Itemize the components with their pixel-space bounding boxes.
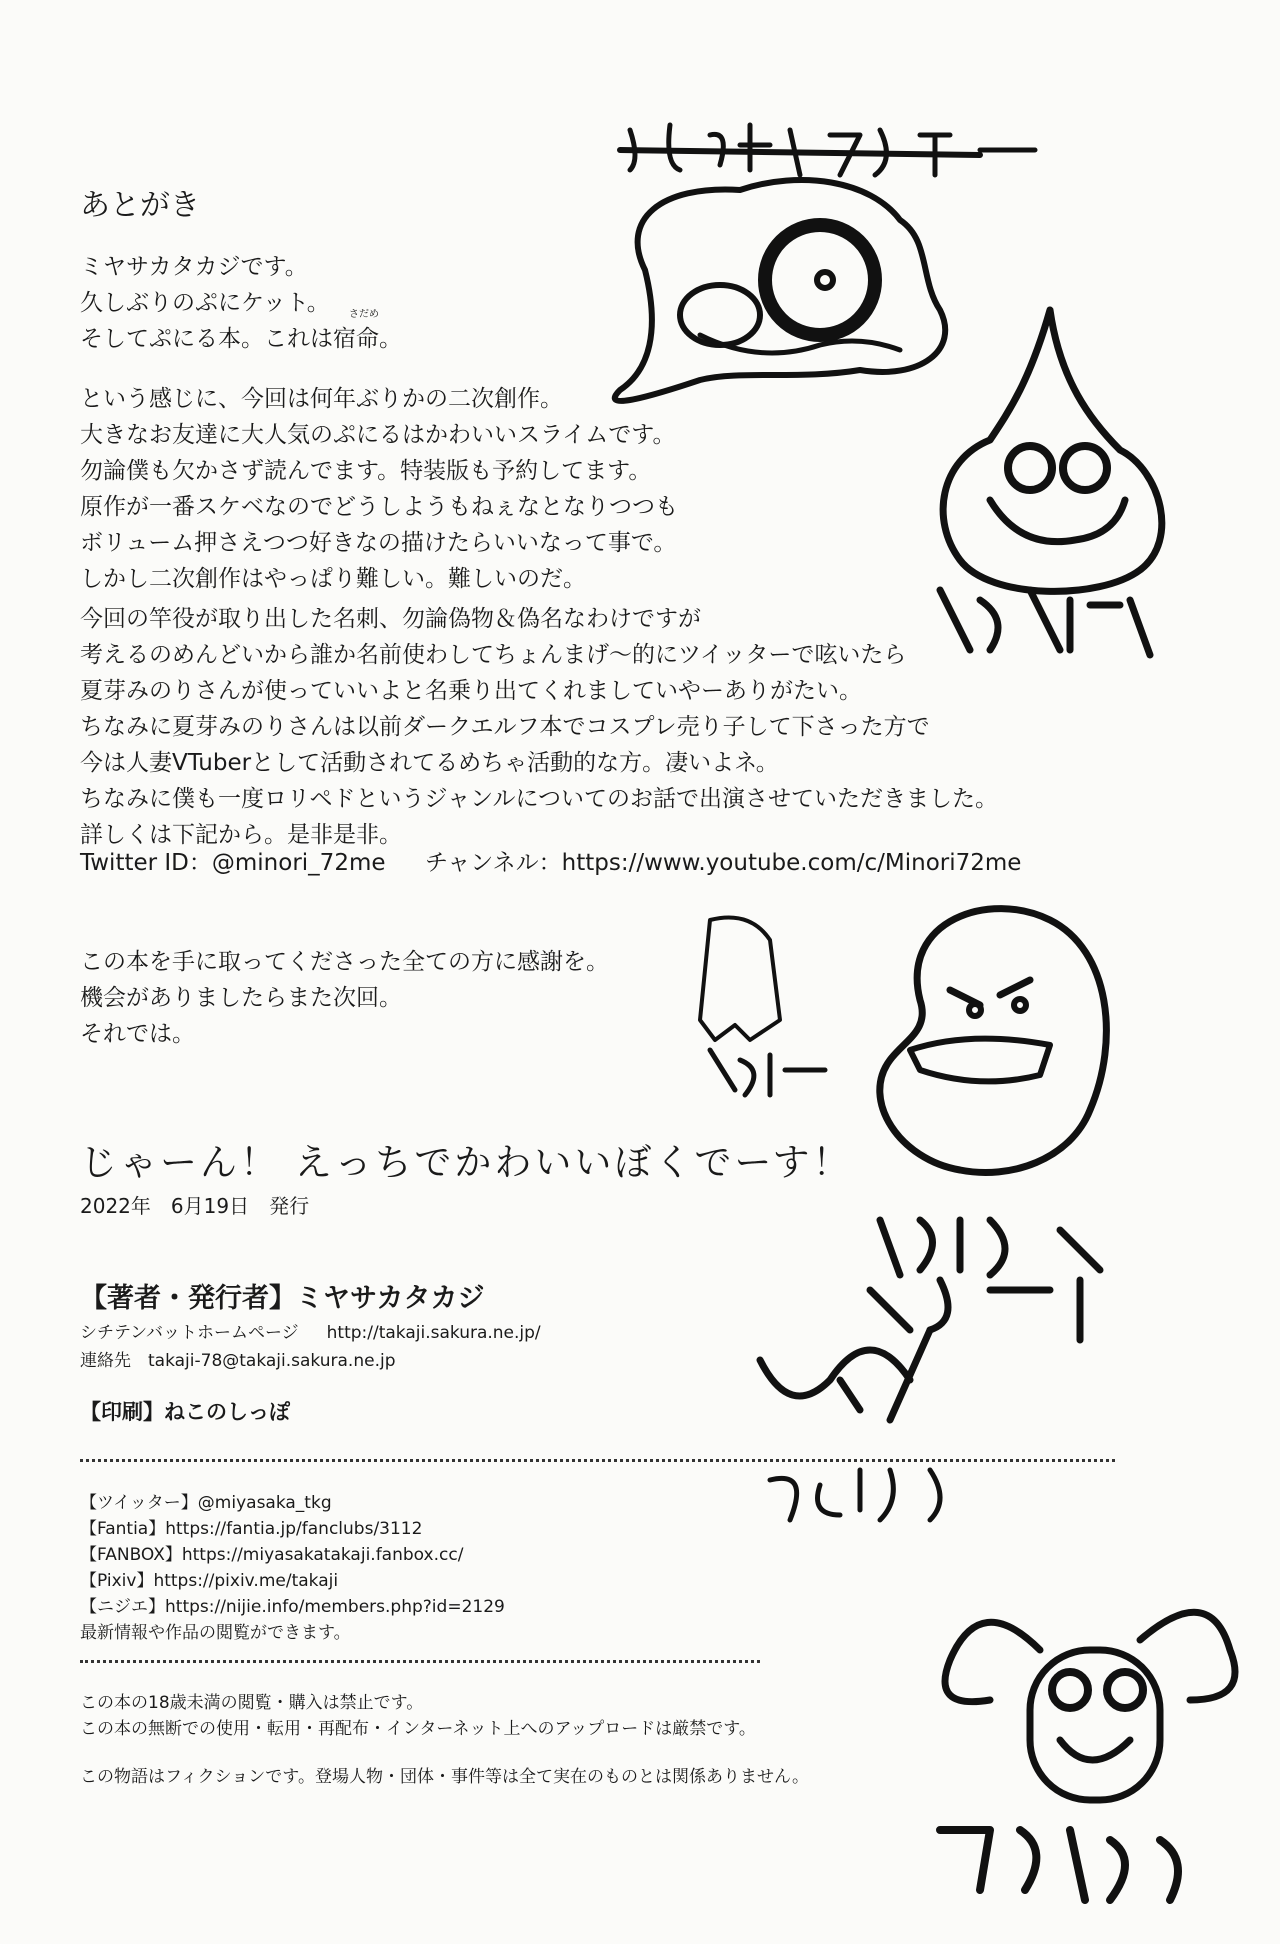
publish-date: 2022年 6月19日 発行 (80, 1194, 310, 1218)
right-eye (1014, 999, 1026, 1011)
label-scribble (770, 1470, 940, 1520)
smile (990, 500, 1125, 542)
paragraph-line: ちなみに夏芽みのりさんは以前ダークエルフ本でコスプレ売り子して下さった方で (80, 714, 930, 740)
link-fanbox: 【FANBOX】https://miyasakatakaji.fanbox.cc/ (80, 1545, 464, 1565)
link-twitter: 【ツイッター】@miyasaka_tkg (80, 1493, 332, 1513)
pupil (817, 272, 833, 288)
author-publisher: 【著者・発行者】ミヤサカタカジ (80, 1283, 485, 1314)
fanged-mouth (910, 1039, 1050, 1082)
paragraph-line: 今は人妻VTuberとして活動されてるめちゃ活動的な方。凄いよネ。 (80, 750, 779, 776)
closing-line: それでは。 (80, 1021, 195, 1047)
homepage-url: http://takaji.sakura.ne.jp/ (326, 1323, 541, 1343)
legal-warnings (80, 1690, 756, 1742)
fiction-disclaimer: この物語はフィクションです。登場人物・団体・事件等は全て実在のものとは関係ありません。 (80, 1767, 809, 1787)
left-eye (1052, 1672, 1088, 1708)
jelly-body (700, 918, 780, 1041)
right-eye (1107, 1672, 1143, 1708)
homepage-label: シチテンバットホームページ (80, 1323, 299, 1343)
link-pixiv: 【Pixiv】https://pixiv.me/takaji (80, 1571, 339, 1591)
afterword-intro (80, 249, 402, 357)
butt-sketch (740, 1320, 990, 1530)
intro-line: そしてぷにる本。これは宿命。 (80, 326, 402, 352)
youtube-channel: チャンネル：https://www.youtube.com/c/Minori72me (425, 850, 1022, 876)
slime-body (615, 180, 945, 401)
paragraph-line: 原作が一番スケベなのでどうしようもねぇなとなりつつも (80, 494, 678, 520)
small-eye (680, 285, 760, 345)
paragraph-line: という感じに、今回は何年ぶりかの二次創作。 (80, 386, 563, 412)
warning-line: この本の18歳未満の閲覧・購入は禁止です。 (80, 1693, 424, 1713)
butt-curve (760, 1350, 910, 1396)
paragraph-line: 大きなお友達に大人気のぷにるはかわいいスライムです。 (80, 422, 676, 448)
intro-line: ミヤサカタカジです。 (80, 254, 308, 280)
jelly-sketch (670, 900, 840, 1110)
furigana-sadame: さだめ (349, 309, 379, 320)
afterword-heading: あとがき (80, 188, 200, 223)
paragraph-line: 考えるのめんどいから誰か名前使わしてちょんまげ〜的にツイッターで呟いたら (80, 642, 907, 668)
right-eye (1063, 446, 1107, 490)
left-eye (969, 1004, 981, 1016)
paragraph-line: 夏芽みのりさんが使っていいよと名乗り出てくれましていやーありがたい。 (80, 678, 862, 704)
link-nijie: 【ニジエ】https://nijie.info/members.php?id=2129 (80, 1597, 505, 1617)
afterword-closing (80, 944, 609, 1052)
label-scribble (940, 590, 1150, 655)
paragraph-line: 今回の竿役が取り出した名刺、勿論偽物＆偽名なわけですが (80, 606, 701, 632)
label-scribble (710, 1050, 825, 1095)
contact-email: 連絡先 takaji-78@takaji.sakura.ne.jp (80, 1351, 396, 1371)
slime-body (943, 310, 1162, 591)
heading-scribble (620, 150, 980, 155)
bat-chan-sketch (920, 1570, 1250, 1930)
left-eye (1008, 446, 1052, 490)
closing-line: この本を手に取ってくださった全ての方に感謝を。 (80, 949, 609, 975)
intro-line: 久しぶりのぷにケット。 (80, 290, 330, 316)
paragraph-line: 勿論僕も欠かさず読んでます。特装版も予約してます。 (80, 458, 652, 484)
paragraph-line: ちなみに僕も一度ロリペドというジャンルについてのお話で出演させていただきました。 (80, 786, 999, 812)
label-scribble (940, 1830, 1178, 1900)
link-fantia: 【Fantia】https://fantia.jp/fanclubs/3112 (80, 1519, 423, 1539)
book-title: じゃーん！ えっちでかわいいぼくでーす！ (80, 1141, 853, 1184)
printer: 【印刷】ねこのしっぽ (80, 1400, 290, 1424)
slime-sketch (920, 300, 1180, 680)
afterword-paragraph-2 (80, 381, 678, 597)
twitter-id: Twitter ID：@minori_72me (80, 850, 386, 876)
left-wing (945, 1622, 1040, 1701)
paragraph-line: ボリューム押さえつつ好きなの描けたらいいなって事で。 (80, 530, 677, 556)
bat-face (1030, 1650, 1160, 1800)
afterword-paragraph-3 (80, 601, 998, 853)
green-slime-sketch (860, 880, 1180, 1340)
mouth (1060, 1740, 1130, 1760)
warning-line: この本の無断での使用・転用・再配布・インターネット上へのアップロードは厳禁です。 (80, 1719, 756, 1739)
social-links (80, 1490, 505, 1646)
butt-lines (840, 1330, 930, 1420)
dotted-divider (80, 1660, 760, 1663)
paragraph-line: しかし二次創作はやっぱり難しい。難しいのだ。 (80, 566, 586, 592)
closing-line: 機会がありましたらまた次回。 (80, 985, 402, 1011)
homepage-line (80, 1318, 541, 1343)
links-note: 最新情報や作品の閲覧ができます。 (80, 1623, 351, 1643)
paragraph-line: 詳しくは下記から。是非是非。 (80, 822, 402, 848)
